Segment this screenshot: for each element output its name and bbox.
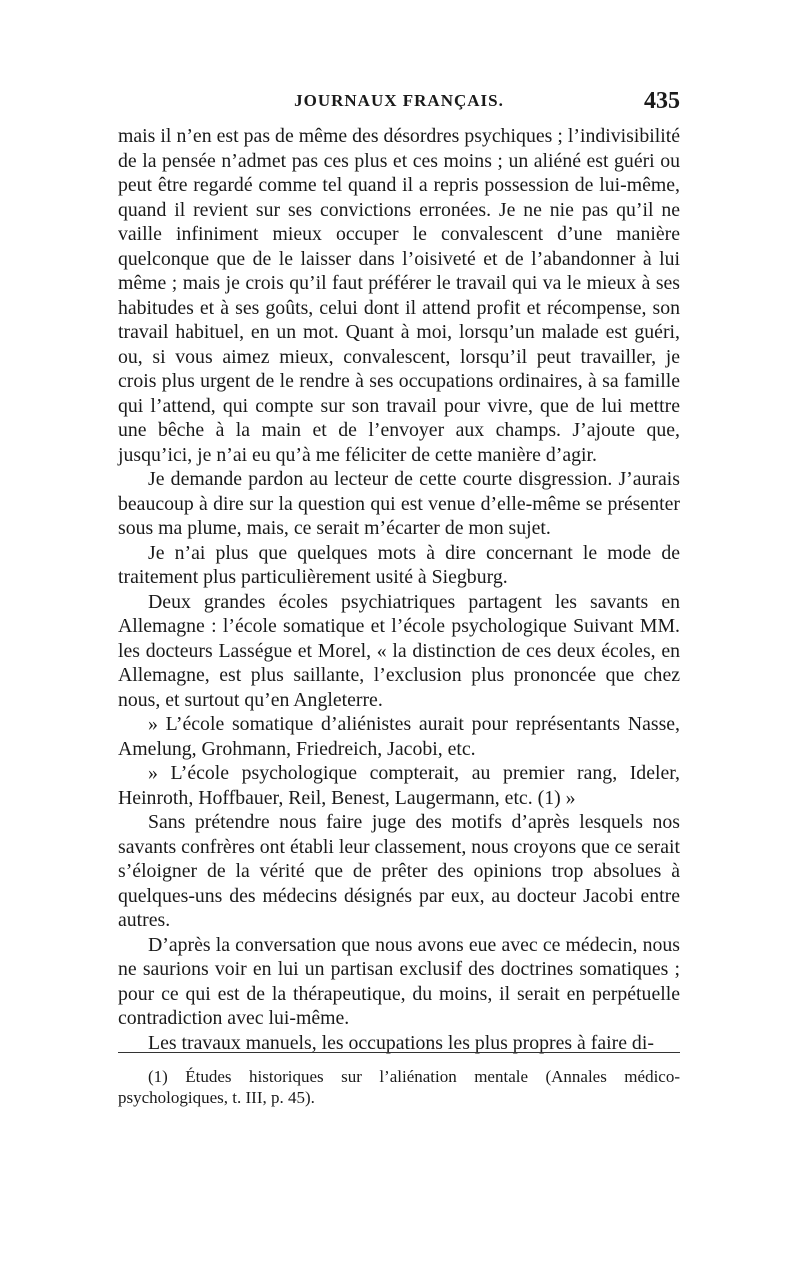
paragraph: » L’école somatique d’aliénistes aurait pour représentants Nasse, Amelung, Grohmann, Friedreich, Jacobi, etc. <box>118 713 680 760</box>
paragraph: » L’école psychologique compterait, au premier rang, Ideler, Heinroth, Hoffbauer, Reil, Benest, Laugermann, etc. (1) » <box>118 762 680 809</box>
running-head <box>118 88 680 118</box>
footnote-divider <box>118 1052 680 1053</box>
running-title: JOURNAUX FRANÇAIS. <box>294 91 504 110</box>
footnote: (1) Études historiques sur l’aliénation mentale (Annales médico-psychologiques, t. III, p. 45). <box>118 1067 680 1107</box>
paragraph: Je n’ai plus que quelques mots à dire concernant le mode de traitement plus particulièrement usité à Siegburg. <box>118 541 680 588</box>
paragraph: mais il n’en est pas de même des désordres psychiques ; l’indivisibilité de la pensée n’admet pas ces plus et ces moins ; un aliéné est guéri ou peut être regardé comme tel quand il a repris possession de lui-même, quand il revient sur ses convictions erronées. Je ne nie pas qu’il ne vaille infiniment mieux occuper le convalescent d’une manière quelconque que de le laisser dans l’oisiveté et de l’abandonner à lui même ; mais je crois qu’il faut préférer le travail qui va le mieux à ses habitudes et à ses goûts, celui dont il attend profit et récompense, son travail habituel, en un mot. Quant à moi, lorsqu’un malade est guéri, ou, si vous aimez mieux, convalescent, lorsqu’il peut travailler, je crois plus urgent de le rendre à ses occupations ordinaires, à sa famille qui l’attend, qui compte sur son travail pour vivre, que de lui mettre une bêche à la main et de l’envoyer aux champs. J’ajoute que, jusqu’ici, je n’ai eu qu’à me féliciter de cette manière d’agir. <box>118 125 680 466</box>
paragraph: D’après la conversation que nous avons eue avec ce médecin, nous ne saurions voir en lui un partisan exclusif des doctrines somatiques ; pour ce qui est de la thérapeutique, du moins, il serait en perpétuelle contradiction avec lui-même. <box>118 933 680 1029</box>
paragraph: Les travaux manuels, les occupations les plus propres à faire di- <box>148 1031 654 1054</box>
paragraph: Sans prétendre nous faire juge des motifs d’après lesquels nos savants confrères ont établi leur classement, nous croyons que ce serait s’éloigner de la vérité que de prêter des opinions trop absolues à quelques-uns des médecins désignés par eux, au docteur Jacobi entre autres. <box>118 811 680 931</box>
paragraph: Deux grandes écoles psychiatriques partagent les savants en Allemagne : l’école somatique et l’école psychologique Suivant MM. les docteurs Lasségue et Morel, « la distinction de ces deux écoles, en Allemagne, est plus saillante, l’exclusion plus prononcée que chez nous, et surtout qu’en Angleterre. <box>118 590 680 711</box>
page-number: 435 <box>644 88 680 114</box>
body-text <box>118 124 680 1055</box>
paragraph: Je demande pardon au lecteur de cette courte disgression. J’aurais beaucoup à dire sur la question qui est venue d’elle-même se présenter sous ma plume, mais, ce serait m’écarter de mon sujet. <box>118 468 680 539</box>
